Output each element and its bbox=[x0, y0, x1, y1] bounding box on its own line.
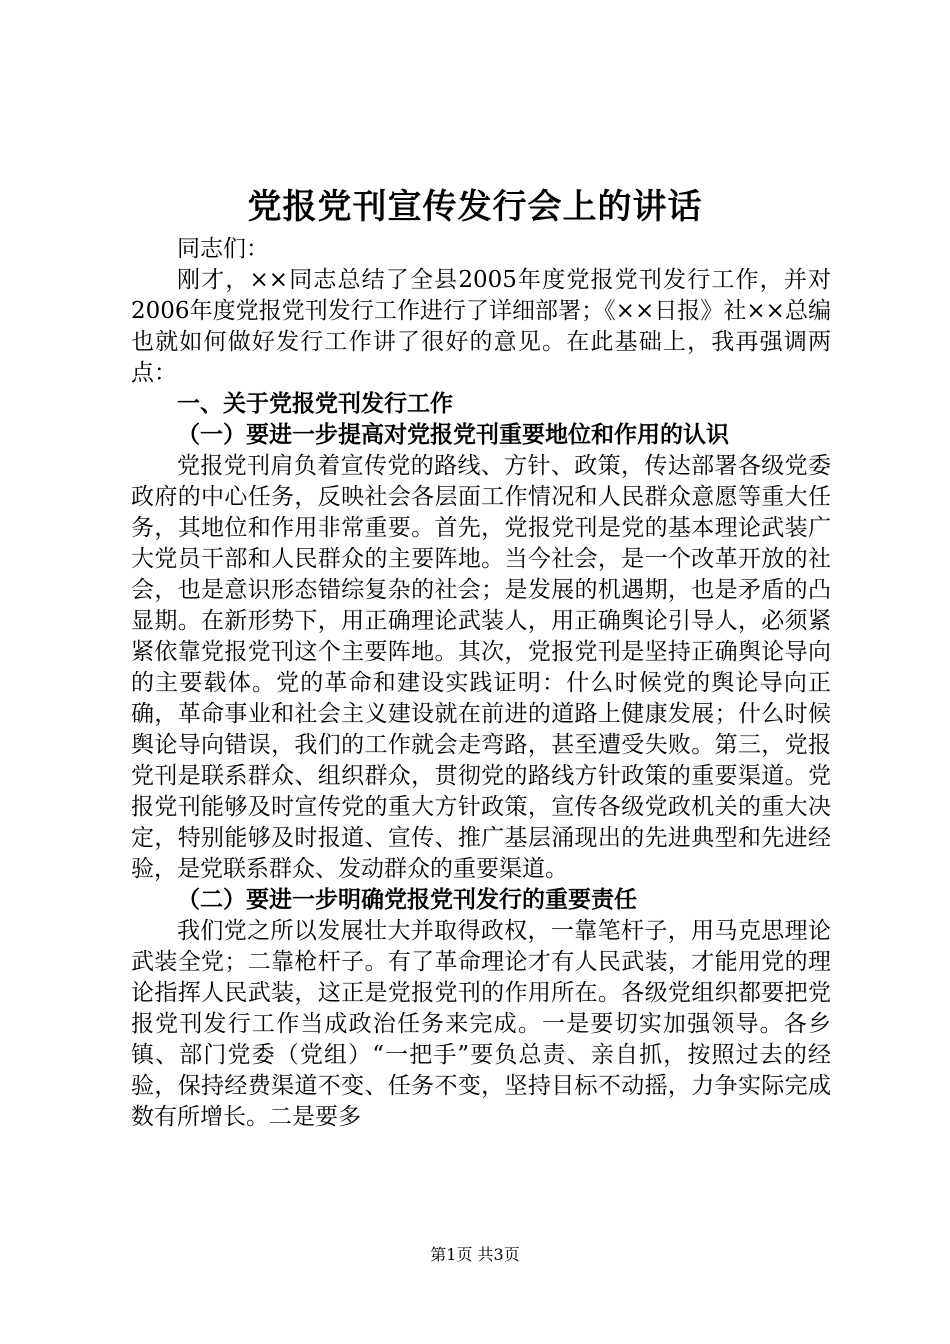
document-body bbox=[131, 234, 831, 1133]
salutation: 同志们： bbox=[177, 236, 269, 262]
section-heading-1: 一、关于党报党刊发行工作 bbox=[177, 391, 453, 417]
page-footer: 第1页 共3页 bbox=[430, 1245, 520, 1264]
subsection-paragraph-2: 我们党之所以发展壮大并取得政权，一靠笔杆子，用马克思理论武装全党；二靠枪杆子。有了革命理论才有人民武装，才能用党的理论指挥人民武装，这正是党报党刊的作用所在。各级党组织都要把党报党刊发行工作当成政治任务来完成。一是要切实加强领导。各乡镇、部门党委（党组）“一把手”要负总责、亲自抓，按照过去的经验，保持经费渠道不变、任务不变，坚持目标不动摇，力争实际完成数有所增长。二是要多 bbox=[131, 918, 831, 1130]
subsection-paragraph-1: 党报党刊肩负着宣传党的路线、方针、政策，传达部署各级党委政府的中心任务，反映社会各层面工作情况和人民群众意愿等重大任务，其地位和作用非常重要。首先，党报党刊是党的基本理论武装广大党员干部和人民群众的主要阵地。当今社会，是一个改革开放的社会，也是意识形态错综复杂的社会；是发展的机遇期，也是矛盾的凸显期。在新形势下，用正确理论武装人，用正确舆论引导人，必须紧紧依靠党报党刊这个主要阵地。其次，党报党刊是坚持正确舆论导向的主要载体。党的革命和建设实践证明：什么时候党的舆论导向正确，革命事业和社会主义建设就在前进的道路上健康发展；什么时候舆论导向错误，我们的工作就会走弯路，甚至遭受失败。第三，党报党刊是联系群众、组织群众，贯彻党的路线方针政策的重要渠道。党报党刊能够及时宣传党的重大方针政策，宣传各级党政机关的重大决定，特别能够及时报道、宣传、推广基层涌现出的先进典型和先进经验，是党联系群众、发动群众的重要渠道。 bbox=[131, 453, 831, 882]
document-title: 党报党刊宣传发行会上的讲话 bbox=[247, 187, 703, 227]
intro-paragraph: 刚才，××同志总结了全县2005年度党报党刊发行工作，并对2006年度党报党刊发行工作进行了详细部署；《××日报》社××总编也就如何做好发行工作讲了很好的意见。在此基础上，我再强调两点： bbox=[131, 267, 831, 386]
subsection-heading-2: （二）要进一步明确党报党刊发行的重要责任 bbox=[177, 887, 637, 913]
subsection-heading-1: （一）要进一步提高对党报党刊重要地位和作用的认识 bbox=[177, 422, 729, 448]
